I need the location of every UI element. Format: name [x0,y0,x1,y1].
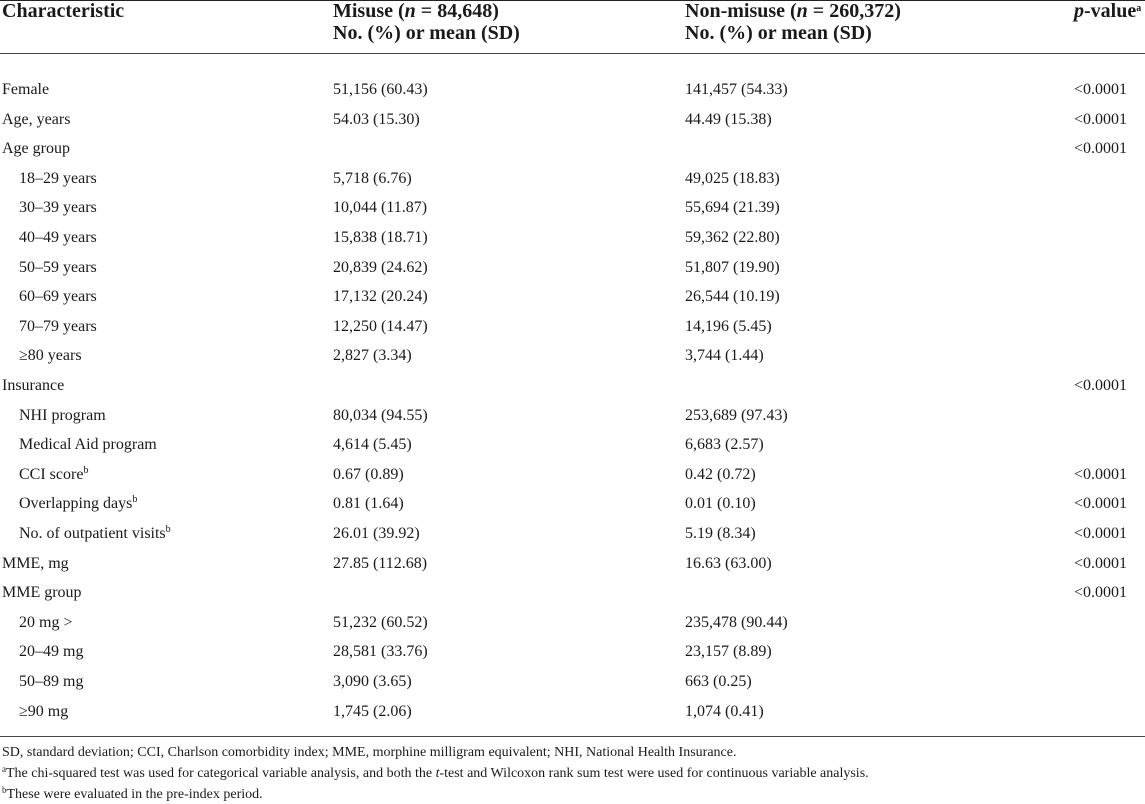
table-row [0,80,1145,110]
row-label-text: 20 mg > [19,613,73,631]
footnote-abbreviations-text: SD, standard deviation; CCI, Charlson comorbidity index; MME, morphine milligram equivalent; NHI, National Health Insurance. [2,745,737,760]
nonmisuse-value: 16.63 (63.00) [685,554,772,572]
misuse-value: 4,614 (5.45) [333,436,412,454]
table-bottom-rule [0,736,1145,737]
misuse-value: 3,090 (3.65) [333,673,412,690]
table-row [0,346,1145,376]
misuse-value: 54.03 (15.30) [333,110,420,128]
header-characteristic [2,0,124,22]
footnote-abbreviations [2,744,736,762]
footnote-a-mark: a [2,764,6,774]
footnote-b-text: These were evaluated in the pre-index period. [6,787,263,802]
p-value: <0.0001 [1074,377,1128,394]
misuse-value: 17,132 (20.24) [333,288,428,306]
header-nonmisuse-title [685,0,901,22]
header-pvalue-p: p [1074,0,1084,22]
footnote-a-t: t [435,766,440,781]
table-row [0,554,1145,584]
table-row [0,465,1145,495]
table-row [0,169,1145,199]
table-row [0,139,1145,169]
row-label [19,287,97,307]
header-pvalue [1074,0,1141,22]
nonmisuse-value: 253,689 (97.43) [685,406,788,424]
row-label [19,613,72,633]
header-characteristic-label: Characteristic [2,0,125,22]
row-label [19,198,97,218]
nonmisuse-value: 141,457 (54.33) [685,81,788,98]
row-label [19,346,82,366]
row-label [19,642,83,662]
row-label-footnote-mark: b [132,494,138,506]
misuse-value: 0.67 (0.89) [333,465,404,483]
table-row [0,287,1145,317]
table-row [0,613,1145,643]
row-label-text: MME, mg [2,554,69,572]
table-row [0,672,1145,702]
nonmisuse-value: 1,074 (0.41) [685,702,764,720]
row-label [19,406,106,426]
nonmisuse-value: 44.49 (15.38) [685,110,772,128]
row-label-text: 60–69 years [19,288,97,306]
table-row [0,494,1145,524]
table-row [0,702,1145,732]
row-label-text: NHI program [19,406,106,424]
nonmisuse-value: 663 (0.25) [685,673,752,690]
misuse-value: 12,250 (14.47) [333,317,428,335]
misuse-value: 20,839 (24.62) [333,258,428,276]
header-nonmisuse-subtitle: No. (%) or mean (SD) [685,22,872,44]
nonmisuse-value: 6,683 (2.57) [685,436,764,454]
nonmisuse-value: 23,157 (8.89) [685,643,772,661]
row-label-text: Overlapping days [19,495,133,513]
table-row [0,228,1145,258]
row-label [2,110,70,130]
nonmisuse-value: 14,196 (5.45) [685,317,772,335]
p-value: <0.0001 [1074,110,1128,128]
nonmisuse-value: 49,025 (18.83) [685,169,780,187]
row-label-text: Insurance [2,377,65,394]
row-label [19,524,171,544]
row-label [2,80,49,100]
row-label-text: 30–39 years [19,199,97,217]
misuse-value: 2,827 (3.34) [333,347,412,365]
footnote-a-post: -test and Wilcoxon rank sum test were used for continuous variable analysis. [439,766,869,781]
table-row [0,376,1145,406]
header-misuse-n: n [404,0,416,22]
row-label [2,139,70,159]
header-misuse-subtitle: No. (%) or mean (SD) [333,22,520,44]
misuse-value: 28,581 (33.76) [333,643,428,661]
row-label [19,494,137,514]
header-misuse-title [333,0,499,22]
header-nonmisuse [685,0,901,44]
row-label-text: MME group [2,584,82,602]
misuse-value: 51,156 (60.43) [333,81,428,98]
table-row [0,317,1145,347]
row-label-text: 18–29 years [19,169,97,187]
row-label-text: Female [2,81,50,98]
header-nonmisuse-prefix: Non-misuse ( [685,0,797,22]
table-row [0,524,1145,554]
row-label [19,169,97,189]
header-pvalue-sup: a [1136,3,1142,14]
nonmisuse-value: 5.19 (8.34) [685,525,756,542]
row-label-text: Age, years [2,110,71,128]
header-misuse-prefix: Misuse ( [333,0,405,22]
row-label [19,672,83,692]
table-row [0,435,1145,465]
header-nonmisuse-suffix: = 260,372) [807,0,901,22]
row-label [19,317,97,337]
table-row [0,198,1145,228]
row-label [19,228,97,248]
footnote-a-pre: The chi-squared test was used for categorical variable analysis, and both the [6,766,436,781]
header-nonmisuse-n: n [796,0,808,22]
misuse-value: 51,232 (60.52) [333,613,428,631]
nonmisuse-value: 3,744 (1.44) [685,347,764,365]
misuse-value: 10,044 (11.87) [333,199,428,217]
misuse-value: 26.01 (39.92) [333,525,420,542]
table-row [0,258,1145,288]
misuse-value: 27.85 (112.68) [333,554,428,572]
misuse-value: 1,745 (2.06) [333,702,412,720]
row-label-text: ≥90 mg [19,702,69,720]
footnote-b [2,786,263,804]
p-value: <0.0001 [1074,554,1128,572]
nonmisuse-value: 0.42 (0.72) [685,465,756,483]
table-row [0,583,1145,613]
row-label [19,435,157,455]
header-misuse-suffix: = 84,648) [415,0,499,22]
row-label-text: 20–49 mg [19,643,84,661]
header-pvalue-rest: -value [1084,0,1137,22]
row-label-text: 50–59 years [19,258,97,276]
row-label-text: 50–89 mg [19,673,84,690]
header-misuse [333,0,520,44]
nonmisuse-value: 0.01 (0.10) [685,495,756,513]
misuse-value: 15,838 (18.71) [333,229,428,246]
row-label-text: No. of outpatient visits [19,525,166,542]
row-label [19,702,68,722]
p-value: <0.0001 [1074,495,1128,513]
row-label [19,465,88,485]
row-label [2,583,82,603]
nonmisuse-value: 55,694 (21.39) [685,199,780,217]
row-label [2,554,69,574]
row-label [19,258,97,278]
row-label-text: Age group [2,140,70,158]
table-row [0,642,1145,672]
footnote-b-mark: b [2,785,7,795]
nonmisuse-value: 51,807 (19.90) [685,258,780,276]
nonmisuse-value: 59,362 (22.80) [685,229,780,246]
footnote-a [2,765,869,783]
table-top-rule [0,0,1145,1]
p-value: <0.0001 [1074,525,1128,542]
row-label-text: 40–49 years [19,229,97,246]
p-value: <0.0001 [1074,140,1128,158]
nonmisuse-value: 26,544 (10.19) [685,288,780,306]
p-value: <0.0001 [1074,81,1128,98]
header-rule [0,53,1145,54]
row-label [2,376,64,396]
nonmisuse-value: 235,478 (90.44) [685,613,788,631]
misuse-value: 5,718 (6.76) [333,169,412,187]
p-value: <0.0001 [1074,465,1128,483]
row-label-text: ≥80 years [19,347,82,365]
row-label-text: CCI score [19,465,84,483]
table-row [0,406,1145,436]
p-value: <0.0001 [1074,584,1128,602]
row-label-text: Medical Aid program [19,436,157,454]
misuse-value: 80,034 (94.55) [333,406,428,424]
row-label-footnote-mark: b [83,464,89,476]
table-row [0,110,1145,140]
row-label-text: 70–79 years [19,317,97,335]
row-label-footnote-mark: b [165,524,171,535]
misuse-value: 0.81 (1.64) [333,495,404,513]
